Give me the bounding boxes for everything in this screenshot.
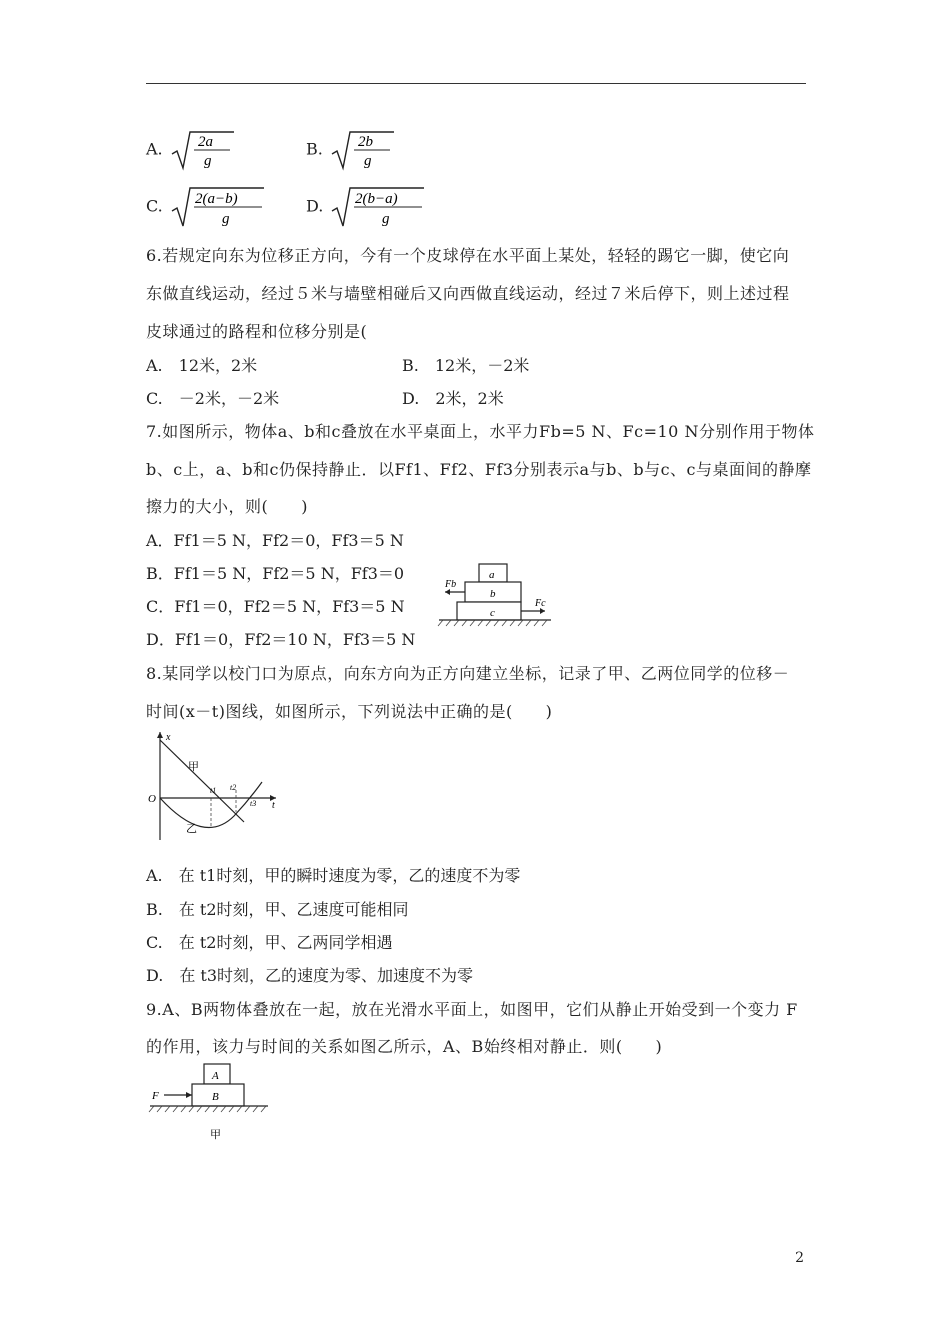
q8-xt-graph xyxy=(144,728,284,844)
q9-stem-line: 的作用，该力与时间的关系如图乙所示，A、B始终相对静止．则( ) xyxy=(146,1037,663,1056)
q5-option-a xyxy=(146,128,238,172)
sqrt-expression xyxy=(168,128,238,172)
denominator: g xyxy=(382,211,390,227)
q8-option-b: B. 在 t2时刻，甲、乙速度可能相同 xyxy=(146,900,409,919)
q8-option-d: D. 在 t3时刻，乙的速度为零、加速度不为零 xyxy=(146,966,474,985)
curve-jia-label: 甲 xyxy=(188,760,199,773)
q5-option-d xyxy=(306,184,428,230)
option-label: D. xyxy=(306,196,324,216)
q7-option-a: A．Ff1＝5 N，Ff2＝0，Ff3＝5 N xyxy=(146,531,404,550)
q8-stem-line: 8.某同学以校门口为原点，向东方向为正方向建立坐标，记录了甲、乙两位同学的位移－ xyxy=(146,664,790,683)
option-label: A. xyxy=(146,139,163,159)
force-label: F xyxy=(152,1090,159,1102)
t-axis-label: t xyxy=(272,800,275,811)
sqrt-expression xyxy=(328,128,398,172)
numerator: 2b xyxy=(357,134,373,150)
block-a-label: A xyxy=(212,1070,219,1082)
q6-stem-line: 6.若规定向东为位移正方向，今有一个皮球停在水平面上某处，轻轻的踢它一脚，使它向 xyxy=(146,246,790,265)
option-label: B. xyxy=(306,139,323,159)
option-label: C. xyxy=(146,196,163,216)
x-axis-label: x xyxy=(166,732,171,743)
block-b-label: b xyxy=(490,588,496,600)
q7-stem-line: b、c上，a、b和c仍保持静止．以Ff1、Ff2、Ff3分别表示a与b、b与c、c与桌面间的静摩 xyxy=(146,460,812,479)
curve-yi-label: 乙 xyxy=(186,822,197,835)
q6-option-c: C. －2米，－2米 xyxy=(146,389,280,408)
q7-option-c: C．Ff1＝0，Ff2＝5 N，Ff3＝5 N xyxy=(146,597,405,616)
t2-label: t2 xyxy=(230,783,237,792)
t1-label: t1 xyxy=(210,786,217,795)
q9-stem-line: 9.A、B两物体叠放在一起，放在光滑水平面上，如图甲，它们从静止开始受到一个变力 F xyxy=(146,1000,798,1019)
q8-stem-line: 时间(x－t)图线，如图所示，下列说法中正确的是( ) xyxy=(146,702,553,721)
block-b-label: B xyxy=(212,1091,219,1103)
origin-label: O xyxy=(148,793,156,805)
q6-stem-line: 皮球通过的路程和位移分别是( xyxy=(146,322,368,341)
block-c-label: c xyxy=(490,607,495,619)
denominator: g xyxy=(221,211,230,227)
denominator: g xyxy=(363,153,372,169)
page-number: 2 xyxy=(795,1250,804,1266)
q6-option-d: D. 2米，2米 xyxy=(402,389,504,408)
numerator: 2(b−a) xyxy=(355,191,399,207)
q7-option-b: B．Ff1＝5 N，Ff2＝5 N，Ff3＝0 xyxy=(146,564,405,583)
q8-option-c: C. 在 t2时刻，甲、乙两同学相遇 xyxy=(146,933,393,952)
header-rule xyxy=(146,83,806,84)
denominator: g xyxy=(203,153,212,169)
numerator: 2(a−b) xyxy=(194,191,238,207)
q6-stem-line: 东做直线运动，经过５米与墙壁相碰后又向西做直线运动，经过７米后停下，则上述过程 xyxy=(146,284,790,303)
force-b-label: Fb xyxy=(445,579,457,590)
block-a-label: a xyxy=(489,569,495,581)
sqrt-expression xyxy=(328,184,428,230)
q6-option-b: B. 12米，－2米 xyxy=(402,356,530,375)
numerator: 2a xyxy=(197,134,213,150)
sqrt-expression xyxy=(168,184,268,230)
q7-stem-line: 擦力的大小，则( ) xyxy=(146,497,308,516)
q9-figure-jia xyxy=(146,1060,276,1150)
figure-caption: 甲 xyxy=(210,1128,221,1141)
q8-option-a: A. 在 t1时刻，甲的瞬时速度为零，乙的速度不为零 xyxy=(146,866,521,885)
q7-option-d: D．Ff1＝0，Ff2＝10 N，Ff3＝5 N xyxy=(146,630,416,649)
q5-option-b xyxy=(306,128,398,172)
q7-blocks-figure xyxy=(435,560,555,630)
t3-label: t3 xyxy=(250,799,257,808)
q7-stem-line: 7.如图所示，物体a、b和c叠放在水平桌面上，水平力Fb=5 N、Fc=10 N分别作用于物体 xyxy=(146,422,815,441)
q5-option-c xyxy=(146,184,268,230)
q6-option-a: A. 12米，2米 xyxy=(146,356,258,375)
force-c-label: Fc xyxy=(535,598,546,609)
block-c xyxy=(457,602,521,620)
